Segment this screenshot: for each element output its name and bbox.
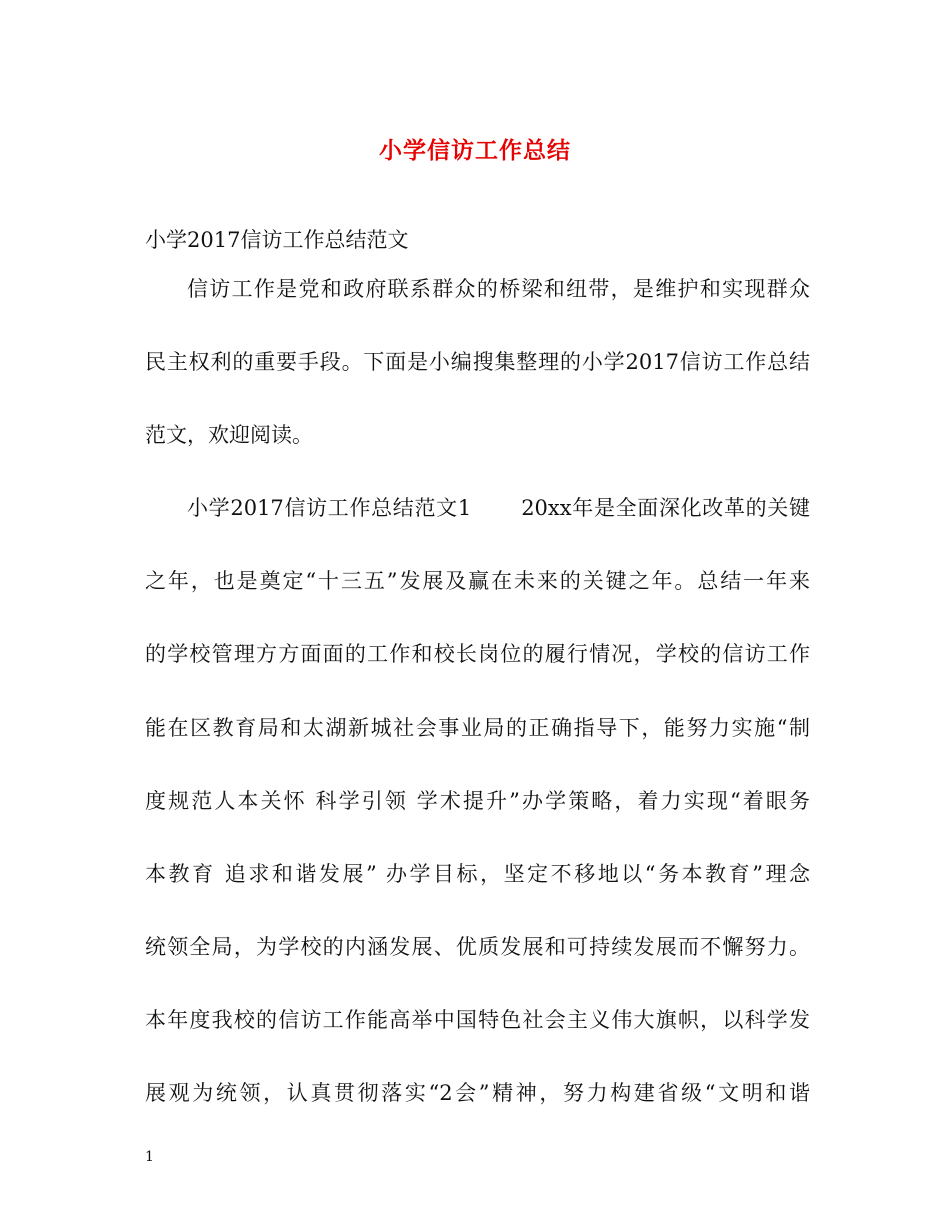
paragraph-line: 展观为统领，认真贯彻落实“2会”精神，努力构建省级“文明和谐 (145, 1081, 810, 1106)
paragraph-line: 的学校管理方方面面的工作和校长岗位的履行情况，学校的信访工作 (145, 642, 810, 667)
document-body (145, 279, 810, 1156)
paragraph-line: 统领全局，为学校的内涵发展、优质发展和可持续发展而不懈努力。 (145, 934, 810, 959)
paragraph-line: 度规范人本关怀 科学引领 学术提升”办学策略，着力实现“着眼务 (145, 788, 810, 813)
document-title: 小学信访工作总结 (379, 137, 571, 164)
paragraph-line: 本年度我校的信访工作能高举中国特色社会主义伟大旗帜，以科学发 (145, 1007, 810, 1032)
page-number: 1 (145, 1149, 154, 1165)
paragraph-line: 范文，欢迎阅读。 (145, 423, 313, 448)
paragraph-line: 本教育 追求和谐发展” 办学目标，坚定不移地以“务本教育”理念 (145, 861, 810, 886)
paragraph-line-with-heading (145, 498, 810, 571)
paragraph-line: 民主权利的重要手段。下面是小编搜集整理的小学2017信访工作总结 (145, 350, 810, 375)
paragraph-line: 20xx年是全面深化改革的关键 (521, 496, 810, 521)
paragraph-line: 之年，也是奠定“十三五”发展及赢在未来的关键之年。总结一年来 (145, 569, 810, 594)
paragraph-line: 信访工作是党和政府联系群众的桥梁和纽带，是维护和实现群众 (187, 277, 810, 301)
paragraph-line: 能在区教育局和太湖新城社会事业局的正确指导下，能努力实施“制 (145, 715, 810, 740)
section-heading-inline: 小学2017信访工作总结范文1 (187, 496, 472, 521)
document-subtitle: 小学2017信访工作总结范文 (145, 228, 409, 252)
